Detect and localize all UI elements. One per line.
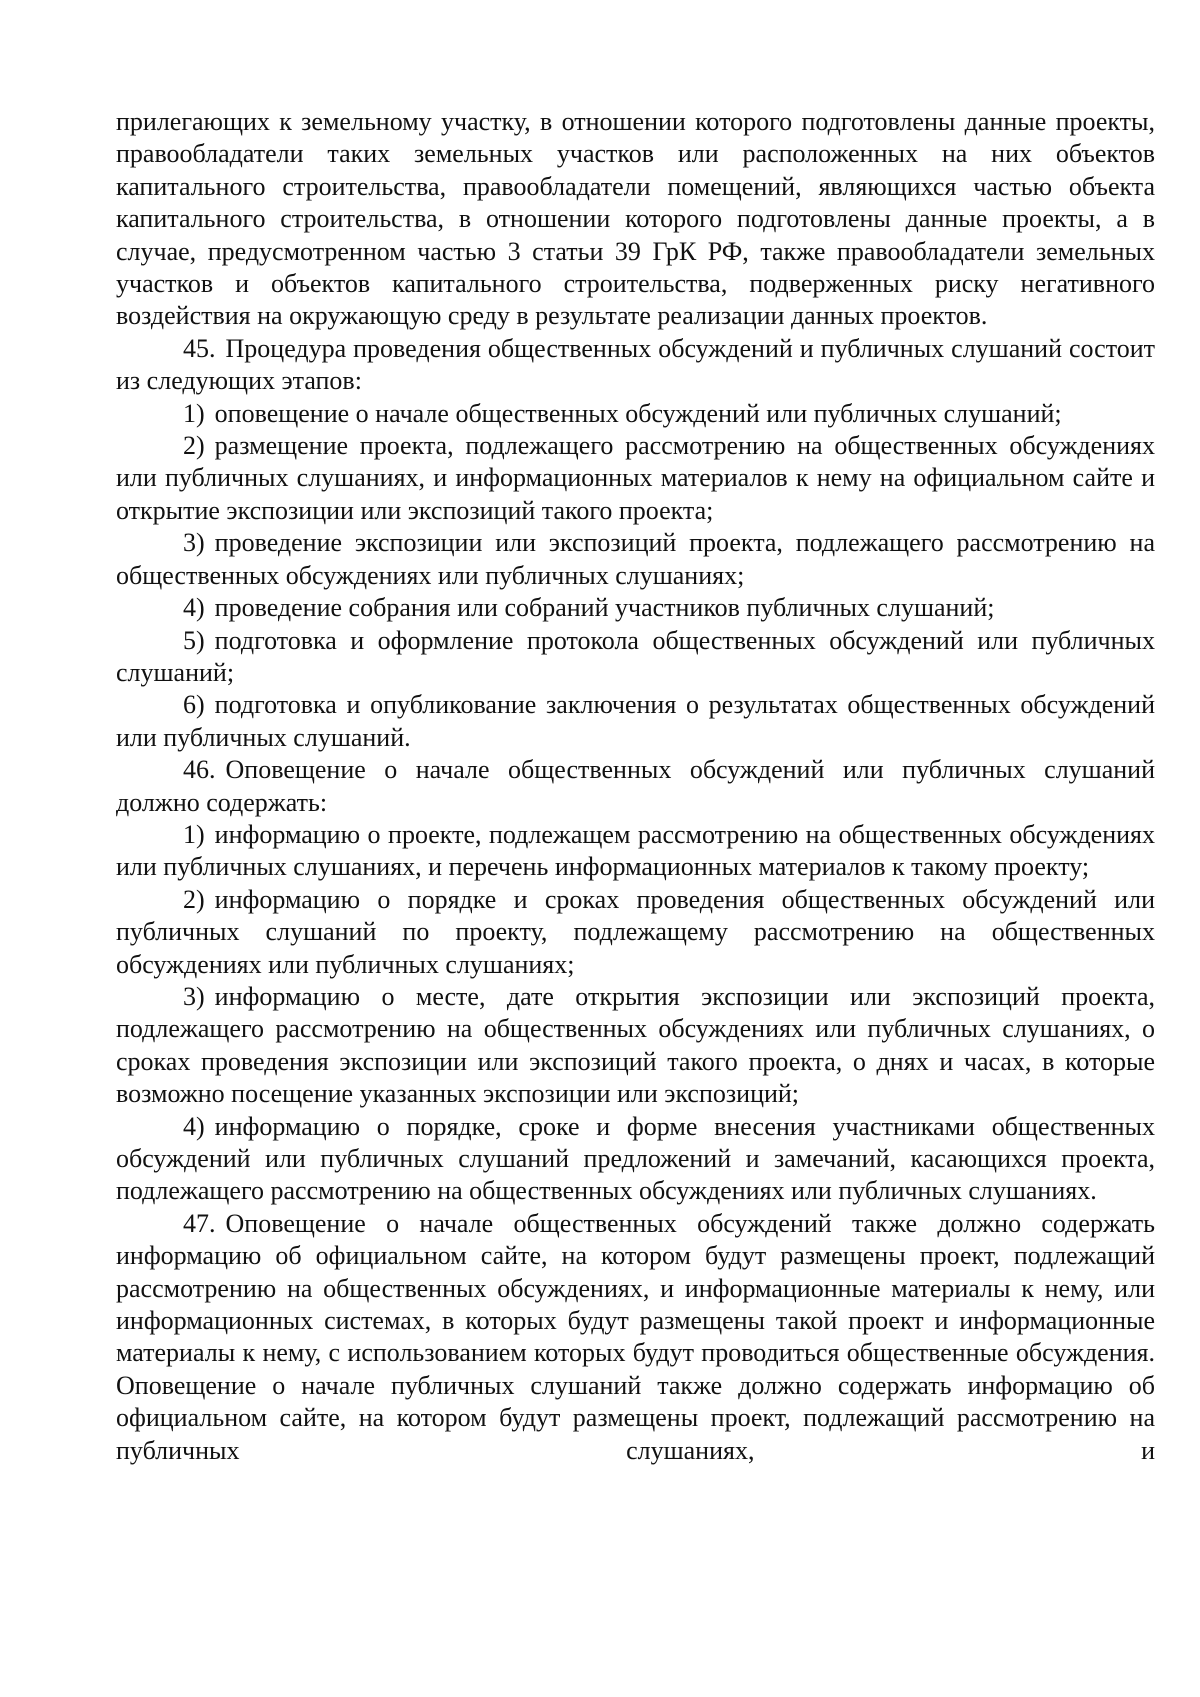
item-number: 6) [183, 690, 205, 720]
item-number: 47. [183, 1208, 216, 1238]
item-number: 46. [183, 755, 216, 785]
item-number: 45. [183, 333, 216, 363]
list-item-46-2: 2) информацию о порядке и сроках проведения общественных обсуждений или публичных слушаний по проекту, подлежащему рассмотрению на общественных обсуждениях или публичных слушаниях; [116, 884, 1155, 979]
paragraph-continuation: прилегающих к земельному участку, в отношении которого подготовлены данные проекты, правообладатели таких земельных участков или расположенных на них объектов капитального строительства, правообладатели помещений, являющихся частью объекта капитального строительства, в отношении которого подготовлены данные проекты, а в случае, предусмотренном частью 3 статьи 39 ГрК РФ, также правообладатели земельных участков и объектов капитального строительства, подверженных риску негативного воздействия на окружающую среду в результате реализации данных проектов. [116, 107, 1155, 331]
paragraph-47: 47. Оповещение о начале общественных обсуждений также должно содержать информацию об официальном сайте, на котором будут размещены проект, подлежащий рассмотрению на общественных обсуждениях, и информационные материалы к нему, или информационных системах, в которых будут размещены такой проект и информационные материалы к нему, с использованием которых будут проводиться общественные обсуждения. Оповещение о начале публичных слушаний также должно содержать информацию об официальном сайте, на котором будут размещены проект, подлежащий рассмотрению на публичных слушаниях, и [116, 1208, 1155, 1465]
list-item-45-3: 3) проведение экспозиции или экспозиций проекта, подлежащего рассмотрению на общественных обсуждениях или публичных слушаниях; [116, 528, 1155, 590]
list-item-46-1: 1) информацию о проекте, подлежащем рассмотрению на общественных обсуждениях или публичных слушаниях, и перечень информационных материалов к такому проекту; [116, 819, 1155, 882]
item-number: 4) [183, 593, 205, 623]
item-number: 2) [183, 431, 205, 461]
paragraph-46: 46. Оповещение о начале общественных обсуждений или публичных слушаний должно содержать: [116, 755, 1155, 817]
item-number: 1) [183, 398, 205, 428]
list-item-45-5: 5) подготовка и оформление протокола общественных обсуждений или публичных слушаний; [116, 625, 1155, 687]
list-item-45-2: 2) размещение проекта, подлежащего рассмотрению на общественных обсуждениях или публичных слушаниях, и информационных материалов к нему на официальном сайте и открытие экспозиции или экспозиций такого проекта; [116, 431, 1155, 525]
list-item-46-3: 3) информацию о месте, дате открытия экспозиции или экспозиций проекта, подлежащего рассмотрению на общественных обсуждениях или публичных слушаниях, о сроках проведения экспозиции или экспозиций такого проекта, о днях и часах, в которые возможно посещение указанных экспозиции или экспозиций; [116, 981, 1155, 1109]
item-number: 1) [183, 819, 205, 849]
item-number: 3) [183, 528, 205, 558]
list-item-45-4: 4) проведение собрания или собраний участников публичных слушаний; [183, 593, 995, 623]
item-number: 3) [183, 981, 205, 1011]
item-number: 2) [183, 884, 205, 914]
paragraph-45: 45. Процедура проведения общественных обсуждений и публичных слушаний состоит из следующих этапов: [116, 333, 1155, 396]
list-item-45-1: 1) оповещение о начале общественных обсуждений или публичных слушаний; [183, 398, 1062, 428]
document-page [116, 106, 1155, 1467]
list-item-46-4: 4) информацию о порядке, сроке и форме внесения участниками общественных обсуждений или публичных слушаний предложений и замечаний, касающихся проекта, подлежащего рассмотрению на общественных обсуждениях или публичных слушаниях. [116, 1111, 1155, 1206]
item-number: 4) [183, 1111, 205, 1141]
list-item-45-6: 6) подготовка и опубликование заключения о результатах общественных обсуждений или публичных слушаний. [116, 690, 1155, 752]
item-number: 5) [183, 625, 205, 655]
